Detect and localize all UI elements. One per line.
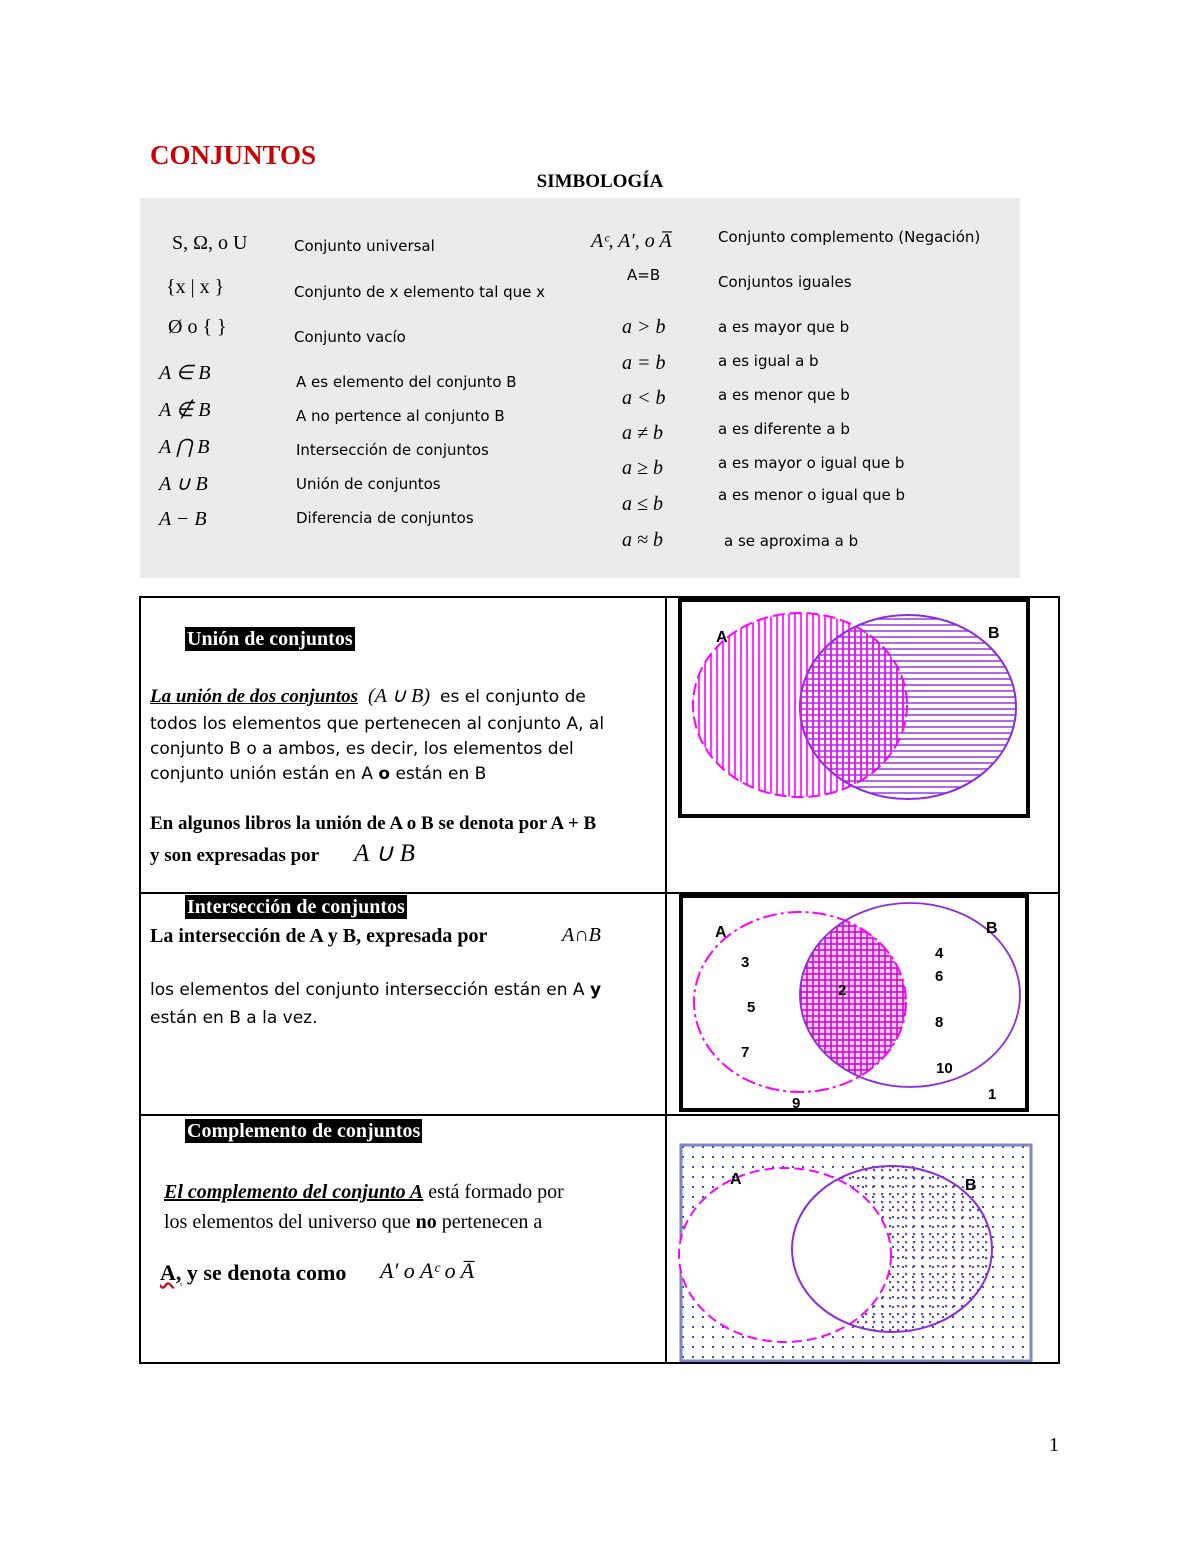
union-text-4a: conjunto unión están en A bbox=[150, 764, 379, 784]
intersection-header: Intersección de conjuntos bbox=[187, 896, 405, 918]
union-label-a: A bbox=[716, 629, 728, 646]
symbol-union: A ∪ B bbox=[159, 473, 208, 495]
union-lead: La unión de dos conjuntos bbox=[150, 686, 358, 707]
union-note-2: y son expresadas por bbox=[150, 845, 320, 866]
set-a-circle bbox=[679, 1168, 891, 1342]
symbol-intersection: A ⋂ B bbox=[159, 436, 210, 458]
element-number: 4 bbox=[935, 945, 944, 962]
symbol-universal: S, Ω, o U bbox=[172, 232, 248, 254]
complement-line-3 bbox=[160, 1260, 346, 1286]
symbol-set-builder: {x | x } bbox=[166, 276, 225, 298]
element-number: 7 bbox=[741, 1044, 750, 1061]
element-number: 10 bbox=[936, 1060, 953, 1077]
symbol-difference: A − B bbox=[159, 508, 207, 530]
intersection-venn-diagram bbox=[678, 893, 1030, 1117]
union-label-b: B bbox=[988, 625, 1000, 642]
desc-set-builder: Conjunto de x elemento tal que x bbox=[294, 283, 546, 301]
complement-line-2 bbox=[164, 1211, 542, 1234]
page-title: CONJUNTOS bbox=[150, 140, 317, 170]
desc-element-of: A es elemento del conjunto B bbox=[296, 373, 517, 391]
page-number: 1 bbox=[1049, 1434, 1059, 1456]
intersection-label-b: B bbox=[986, 920, 998, 937]
element-number: 2 bbox=[838, 982, 847, 999]
complement-text-1: está formado por bbox=[423, 1181, 564, 1203]
desc-less: a es menor que b bbox=[718, 386, 850, 404]
complement-lead: El complemento del conjunto A bbox=[164, 1181, 424, 1203]
element-number: 6 bbox=[935, 968, 944, 985]
desc-intersection: Intersección de conjuntos bbox=[296, 441, 489, 459]
union-definition bbox=[150, 683, 660, 710]
intersection-line-3: están en B a la vez. bbox=[150, 1008, 318, 1028]
desc-greater: a es mayor que b bbox=[718, 318, 850, 336]
element-number: 9 bbox=[792, 1095, 801, 1112]
intersection-line-2b: y bbox=[589, 980, 602, 1000]
desc-union: Unión de conjuntos bbox=[296, 475, 441, 493]
symbol-equal: a = b bbox=[622, 352, 666, 374]
complement-text-2b: no bbox=[415, 1211, 437, 1233]
union-note-expression: A ∪ B bbox=[354, 840, 415, 867]
complement-label-b: B bbox=[965, 1177, 977, 1194]
complement-text-3a: A, bbox=[160, 1260, 182, 1285]
union-text-1: es el conjunto de bbox=[440, 687, 586, 707]
desc-equal-sets: Conjuntos iguales bbox=[718, 273, 852, 291]
symbol-not-element: A ∉ B bbox=[159, 399, 211, 421]
symbol-complement: Aᶜ, A′, o A̅ bbox=[591, 230, 672, 252]
union-text-4 bbox=[150, 762, 486, 787]
intersection-line-2a: los elementos del conjunto intersección están en A bbox=[150, 980, 590, 1000]
symbology-heading: SIMBOLOGÍA bbox=[536, 171, 664, 192]
symbol-less: a < b bbox=[622, 387, 666, 409]
desc-empty: Conjunto vacío bbox=[294, 328, 406, 346]
union-text-3: conjunto B o a ambos, es decir, los elementos del bbox=[150, 739, 574, 759]
element-number: 8 bbox=[935, 1014, 944, 1031]
desc-complement: Conjunto complemento (Negación) bbox=[718, 228, 981, 246]
union-expression: (A ∪ B) bbox=[368, 685, 431, 707]
desc-equal: a es igual a b bbox=[718, 352, 819, 370]
complement-label-a: A bbox=[730, 1171, 742, 1188]
union-note-1: En algunos libros la unión de A o B se denota por A + B bbox=[150, 813, 597, 834]
complement-text-2c: pertenecen a bbox=[436, 1211, 543, 1233]
intersection-line-2 bbox=[150, 978, 601, 1003]
intersection-label-a: A bbox=[715, 924, 727, 941]
desc-difference: Diferencia de conjuntos bbox=[296, 509, 474, 527]
symbol-not-equal: a ≠ b bbox=[622, 422, 663, 444]
union-venn-diagram bbox=[678, 598, 1030, 820]
table-column-divider bbox=[665, 596, 667, 1364]
desc-not-equal: a es diferente a b bbox=[718, 420, 850, 438]
symbol-approx: a ≈ b bbox=[622, 529, 663, 551]
desc-greater-equal: a es mayor o igual que b bbox=[718, 454, 905, 472]
desc-less-equal: a es menor o igual que b bbox=[718, 486, 906, 504]
symbol-less-equal: a ≤ b bbox=[622, 493, 663, 515]
element-number: 3 bbox=[741, 954, 750, 971]
complement-venn-diagram bbox=[678, 1142, 1034, 1362]
desc-approx: a se aproxima a b bbox=[724, 532, 859, 550]
intersection-expression: A∩B bbox=[562, 924, 601, 946]
union-header: Unión de conjuntos bbox=[187, 628, 353, 650]
complement-notation: A′ o Aᶜ o A̅ bbox=[380, 1258, 475, 1283]
union-text-4b: o bbox=[378, 764, 391, 784]
complement-text-2a: los elementos del universo que bbox=[164, 1211, 416, 1233]
desc-not-element: A no pertence al conjunto B bbox=[296, 407, 505, 425]
symbol-greater: a > b bbox=[622, 316, 666, 338]
symbol-element-of: A ∈ B bbox=[159, 362, 211, 384]
symbol-equal-sets: A=B bbox=[627, 266, 661, 284]
union-text-2: todos los elementos que pertenecen al conjunto A, al bbox=[150, 714, 605, 734]
complement-header: Complemento de conjuntos bbox=[187, 1120, 421, 1142]
symbology-box bbox=[140, 198, 1020, 578]
symbol-greater-equal: a ≥ b bbox=[622, 457, 663, 479]
intersection-line-1: La intersección de A y B, expresada por bbox=[150, 925, 488, 947]
element-number: 1 bbox=[988, 1086, 997, 1103]
symbol-empty: Ø o { } bbox=[168, 316, 227, 338]
complement-text-3b: y se denota como bbox=[181, 1260, 347, 1285]
complement-line-1 bbox=[164, 1181, 564, 1204]
element-number: 5 bbox=[747, 999, 756, 1016]
union-text-4c: están en B bbox=[390, 764, 487, 784]
desc-universal: Conjunto universal bbox=[294, 237, 435, 255]
